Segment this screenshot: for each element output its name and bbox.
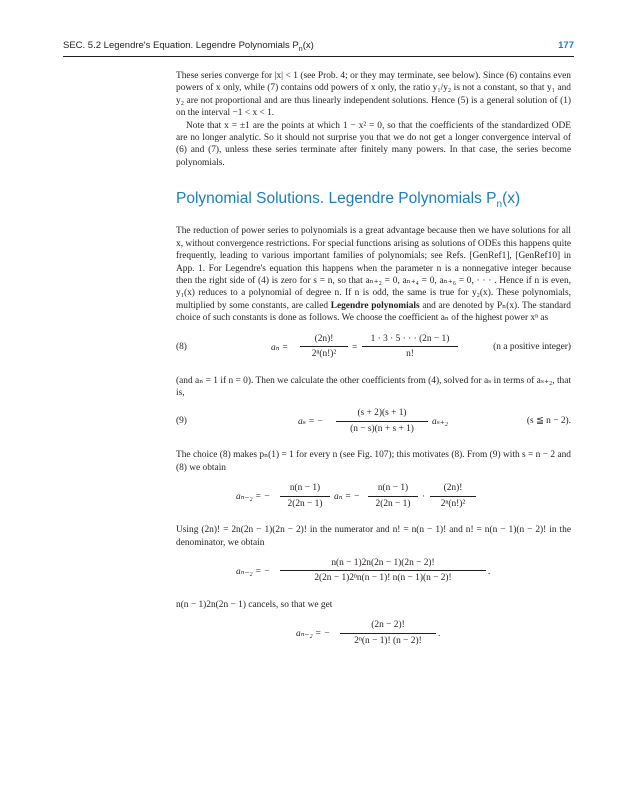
paragraph-cancels: n(n − 1)2n(2n − 1) cancels, so that we get (176, 600, 333, 611)
paragraph-note: Note that x = ±1 are the points at which 1 − x² = 0, so that the coefficients of the standardized ODE are no longer analytic. So it should not surprise you that we do not get a longer convergence interval of (6) and (7), unless these series terminate after finitely many powers. In that case, the series become polynomials. (176, 120, 571, 168)
equation-lhs: aₙ₋₂ = − (236, 567, 271, 578)
equation-number: (8) (176, 341, 187, 352)
paragraph-coefficients: (and aₙ = 1 if n = 0). Then we calculate the other coefficients from (4), solved for aₛ in terms of aₛ₊₂, that is, (176, 375, 571, 398)
equation-11 (176, 557, 571, 591)
equation-rhs: aₛ₊₂ (432, 417, 449, 428)
equation-lhs: aₙ₋₂ = − (296, 629, 331, 640)
equation-condition: (s ≦ n − 2). (526, 416, 571, 427)
equals-sign: = (352, 342, 358, 353)
equation-lhs: aₛ = − (298, 417, 324, 428)
fraction: $\frac{(2n - 2)!}{\text{2ⁿ(n − 1)! (n − 2)!}}$ (340, 619, 436, 647)
equation-lhs: aₙ₋₂ = − (236, 492, 271, 503)
running-head (63, 40, 574, 54)
equation-period: . (438, 629, 441, 640)
equation-number: (9) (176, 416, 187, 427)
equation-lhs: aₙ = (271, 342, 289, 353)
page-body (176, 70, 571, 653)
equation-mid: aₙ = − (334, 492, 360, 503)
section-title: SEC. 5.2 Legendre's Equation. Legendre Polynomials $P_n(x)$ (63, 40, 314, 53)
fraction: $\frac{(2n)!}{\text{2ⁿ(n!)²}}$ (430, 482, 476, 510)
fraction: $\frac{n(n - 1)}{2(2n - 1)}$ (280, 482, 330, 510)
term-legendre-polynomials: Legendre polynomials (330, 300, 420, 311)
equation-9 (176, 407, 571, 441)
equation-12 (176, 619, 571, 653)
equation-period: . (488, 567, 491, 578)
fraction: $\frac{1 \cdot 3 \cdot 5 \cdot \cdot \cdot (2n - 1)}{n!}$ (362, 333, 458, 361)
page-number: 177 (558, 40, 574, 51)
paragraph-using: Using (2n)! = 2n(2n − 1)(2n − 2)! in the numerator and n! = n(n − 1)! and n! = n(n − 1)(n − 2)! in the denominator, we obtain (176, 525, 571, 548)
multiplication-dot: · (422, 492, 426, 503)
paragraph-choice: The choice (8) makes pₙ(1) = 1 for every n (see Fig. 107); this motivates (8). From (9) with s = n − 2 and (8) we obtain (176, 450, 571, 473)
paragraph-convergence: These series converge for |x| < 1 (see Prob. 4; or they may terminate, see below). Since (6) contains even powers of x only, while (7) contains odd powers of x only, the ratio y₁/y₂ is not a constant, so that y₁ and y₂ are not proportional and are thus linearly independent solutions. Hence (5) is a general solution of (1) on the interval −1 < x < 1. (176, 71, 571, 119)
paragraph-reduction: The reduction of power series to polynomials is a great advantage because then we have solutions for all x, without convergence restrictions. For special functions arising as solutions of ODEs this happens quite frequently, leading to various important families of polynomials; see Refs. [GenRef1], [GenRef10] in App. 1. For Legendre's equation this happens when the parameter n is a nonnegative integer because then the right side of (4) is zero for s = n, so that aₙ₊₂ = 0, aₙ₊₄ = 0, aₙ₊₆ = 0, · · · . Hence if n is even, y₁(x) reduces to a polynomial of degree n. If n is odd, the same is true for y₂(x). These polynomials, multiplied by some constants, are called Legendre polynomials and are denoted by Pₙ(x). The standard choice of such constants is done as follows. We choose the coefficient aₙ of the highest power xⁿ as (176, 226, 571, 324)
section-heading: Polynomial Solutions. Legendre Polynomials $P_n(x)$ (176, 190, 521, 211)
fraction: $\frac{n(n - 1)}{2(2n - 1)}$ (368, 482, 418, 510)
fraction: $\frac{(2n)!}{\text{2ⁿ(n!)²}}$ (300, 333, 348, 361)
equation-8 (176, 333, 571, 367)
equation-condition: (n a positive integer) (493, 341, 571, 352)
header-rule (63, 56, 574, 57)
equation-10 (176, 482, 571, 516)
fraction: $\frac{(s + 2)(s + 1)}{(n - s)(n + s + 1)}$ (336, 407, 428, 435)
fraction: $\frac{n(n - 1)2n(2n - 1)(2n - 2)!}{\text{2(2n − 1)2ⁿn(n − 1)! n(n − 1)(n − 2)!}}$ (280, 557, 486, 585)
